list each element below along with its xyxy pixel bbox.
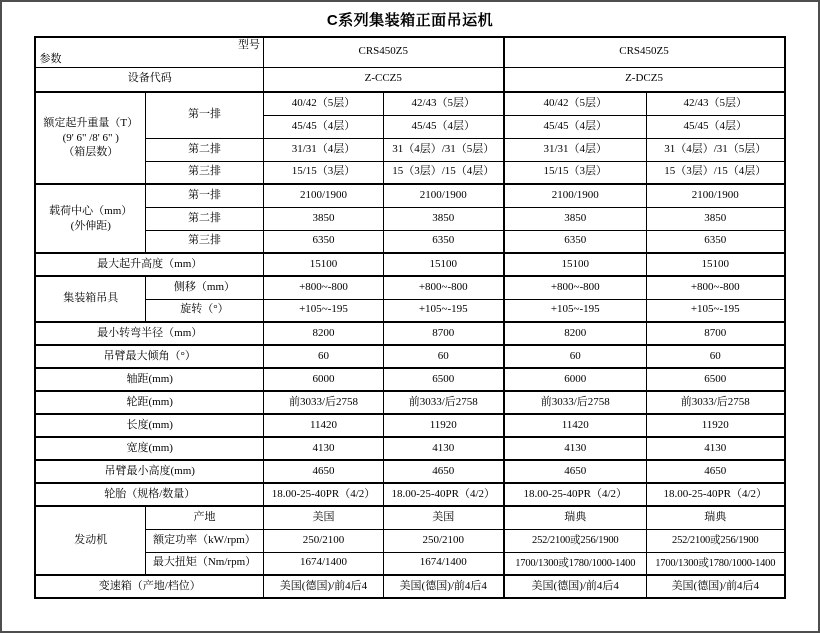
engine-torque-label: 最大扭矩（Nm/rpm） [145,552,263,575]
spreader-rotation-value-4: +105~-195 [647,299,785,322]
load-center-r3-value-1: 6350 [263,230,383,253]
load-center-r1-value-3: 2100/1900 [504,184,647,207]
engine-power-value-4: 252/2100或256/1900 [647,529,785,552]
width-value-3: 4130 [504,437,647,460]
tires-value-4: 18.00-25-40PR（4/2） [647,483,785,506]
table-row [35,322,784,345]
label-line: （箱层数） [63,146,119,159]
engine-origin-value-2: 美国 [383,506,503,529]
wheelbase-value-4: 6500 [647,368,785,391]
code-value-2: Z-DCZ5 [504,67,785,92]
spreader-sideshift-value-2: +800~-800 [383,276,503,299]
table-row [35,92,784,115]
engine-origin-value-4: 瑞典 [647,506,785,529]
label-line: 载荷中心（mm） [49,204,133,217]
spreader-rotation-value-1: +105~-195 [263,299,383,322]
gearbox-label: 变速箱（产地/档位） [35,575,263,598]
lift-r2-value-3: 31/31（4层） [504,138,647,161]
table-row [35,253,784,276]
lift-r1b-value-3: 45/45（4层） [504,115,647,138]
load-center-r1-value-1: 2100/1900 [263,184,383,207]
load-center-r2-value-3: 3850 [504,207,647,230]
tires-value-1: 18.00-25-40PR（4/2） [263,483,383,506]
lift-r3-value-1: 15/15（3层） [263,161,383,184]
boom-max-angle-value-4: 60 [647,345,785,368]
boom-min-height-value-3: 4650 [504,460,647,483]
load-center-r3-value-2: 6350 [383,230,503,253]
track-value-4: 前3033/后2758 [647,391,785,414]
table-row [35,391,784,414]
engine-power-value-2: 250/2100 [383,529,503,552]
load-center-r3-value-4: 6350 [647,230,785,253]
width-label: 宽度(mm) [35,437,263,460]
min-turn-radius-label: 最小转弯半径（mm） [35,322,263,345]
engine-power-value-3: 252/2100或256/1900 [504,529,647,552]
lift-r3-value-4: 15（3层）/15（4层） [647,161,785,184]
load-center-r2-value-1: 3850 [263,207,383,230]
spreader-rotation-label: 旋转（°） [145,299,263,322]
wheelbase-label: 轴距(mm) [35,368,263,391]
wheelbase-value-3: 6000 [504,368,647,391]
min-turn-radius-value-2: 8700 [383,322,503,345]
table-row [35,37,784,67]
table-row [35,575,784,598]
table-row [35,552,784,575]
lift-r1b-value-2: 45/45（4层） [383,115,503,138]
spreader-sideshift-value-1: +800~-800 [263,276,383,299]
track-label: 轮距(mm) [35,391,263,414]
model-name-1: CRS450Z5 [263,37,503,67]
table-row [35,345,784,368]
length-label: 长度(mm) [35,414,263,437]
spreader-rotation-value-3: +105~-195 [504,299,647,322]
tires-label: 轮胎（规格/数量） [35,483,263,506]
engine-torque-value-4: 1700/1300或1780/1000-1400 [647,552,785,575]
max-lift-height-value-4: 15100 [647,253,785,276]
code-label: 设备代码 [35,67,263,92]
lift-r3-value-2: 15（3层）/15（4层） [383,161,503,184]
engine-origin-value-1: 美国 [263,506,383,529]
load-center-row3-label: 第三排 [145,230,263,253]
label-line: (9' 6" /8' 6" ) [62,131,119,144]
lift-r2-value-2: 31（4层）/31（5层） [383,138,503,161]
lift-r2-value-1: 31/31（4层） [263,138,383,161]
table-row [35,184,784,207]
boom-min-height-label: 吊臂最小高度(mm) [35,460,263,483]
max-lift-height-value-2: 15100 [383,253,503,276]
length-value-4: 11920 [647,414,785,437]
gearbox-value-2: 美国(德国)/前4后4 [383,575,503,598]
track-value-1: 前3033/后2758 [263,391,383,414]
header-corner-cell [35,37,263,67]
table-row [35,207,784,230]
table-row [35,483,784,506]
table-row [35,414,784,437]
spreader-sideshift-label: 侧移（mm） [145,276,263,299]
code-value-1: Z-CCZ5 [263,67,503,92]
load-center-r2-value-4: 3850 [647,207,785,230]
load-center-r1-value-4: 2100/1900 [647,184,785,207]
table-row [35,161,784,184]
table-row [35,138,784,161]
spreader-label: 集装箱吊具 [35,276,145,322]
lift-r1b-value-1: 45/45（4层） [263,115,383,138]
wheelbase-value-1: 6000 [263,368,383,391]
boom-max-angle-label: 吊臂最大倾角（°） [35,345,263,368]
table-row [35,529,784,552]
track-value-2: 前3033/后2758 [383,391,503,414]
min-turn-radius-value-1: 8200 [263,322,383,345]
lift-r1a-value-4: 42/43（5层） [647,92,785,115]
engine-power-label: 额定功率（kW/rpm） [145,529,263,552]
table-row [35,276,784,299]
gearbox-value-1: 美国(德国)/前4后4 [263,575,383,598]
table-row [35,368,784,391]
engine-origin-label: 产地 [145,506,263,529]
table-row [35,437,784,460]
length-value-1: 11420 [263,414,383,437]
gearbox-value-4: 美国(德国)/前4后4 [647,575,785,598]
lift-r1a-value-3: 40/42（5层） [504,92,647,115]
lift-r1b-value-4: 45/45（4层） [647,115,785,138]
engine-torque-value-2: 1674/1400 [383,552,503,575]
lift-capacity-label [35,92,145,184]
max-lift-height-value-3: 15100 [504,253,647,276]
load-center-r2-value-2: 3850 [383,207,503,230]
tires-value-3: 18.00-25-40PR（4/2） [504,483,647,506]
max-lift-height-label: 最大起升高度（mm） [35,253,263,276]
table-row [35,506,784,529]
boom-min-height-value-1: 4650 [263,460,383,483]
load-center-row2-label: 第二排 [145,207,263,230]
lift-row3-label: 第三排 [145,161,263,184]
header-param-label: 参数 [39,53,62,65]
model-name-2: CRS450Z5 [504,37,785,67]
spreader-sideshift-value-3: +800~-800 [504,276,647,299]
engine-torque-value-3: 1700/1300或1780/1000-1400 [504,552,647,575]
width-value-2: 4130 [383,437,503,460]
boom-max-angle-value-1: 60 [263,345,383,368]
table-row [35,230,784,253]
length-value-3: 11420 [504,414,647,437]
min-turn-radius-value-4: 8700 [647,322,785,345]
lift-row2-label: 第二排 [145,138,263,161]
lift-r2-value-4: 31（4层）/31（5层） [647,138,785,161]
lift-r1a-value-2: 42/43（5层） [383,92,503,115]
boom-max-angle-value-2: 60 [383,345,503,368]
boom-min-height-value-2: 4650 [383,460,503,483]
header-model-label: 型号 [237,39,260,52]
boom-max-angle-value-3: 60 [504,345,647,368]
load-center-label [35,184,145,253]
lift-r1a-value-1: 40/42（5层） [263,92,383,115]
label-line: (外伸距) [70,219,111,232]
spec-table [34,36,785,599]
lift-r3-value-3: 15/15（3层） [504,161,647,184]
load-center-r1-value-2: 2100/1900 [383,184,503,207]
header-corner-wrap [37,38,262,66]
boom-min-height-value-4: 4650 [647,460,785,483]
engine-power-value-1: 250/2100 [263,529,383,552]
wheelbase-value-2: 6500 [383,368,503,391]
width-value-1: 4130 [263,437,383,460]
spreader-sideshift-value-4: +800~-800 [647,276,785,299]
load-center-r3-value-3: 6350 [504,230,647,253]
length-value-2: 11920 [383,414,503,437]
label-line: 额定起升重量（T） [43,116,139,129]
engine-label: 发动机 [35,506,145,575]
min-turn-radius-value-3: 8200 [504,322,647,345]
gearbox-value-3: 美国(德国)/前4后4 [504,575,647,598]
lift-row1-label: 第一排 [145,92,263,138]
engine-origin-value-3: 瑞典 [504,506,647,529]
load-center-row1-label: 第一排 [145,184,263,207]
spreader-rotation-value-2: +105~-195 [383,299,503,322]
table-row [35,67,784,92]
width-value-4: 4130 [647,437,785,460]
page-title: C系列集装箱正面吊运机 [326,12,494,29]
table-row [35,299,784,322]
track-value-3: 前3033/后2758 [504,391,647,414]
engine-torque-value-1: 1674/1400 [263,552,383,575]
max-lift-height-value-1: 15100 [263,253,383,276]
table-row [35,460,784,483]
tires-value-2: 18.00-25-40PR（4/2） [383,483,503,506]
